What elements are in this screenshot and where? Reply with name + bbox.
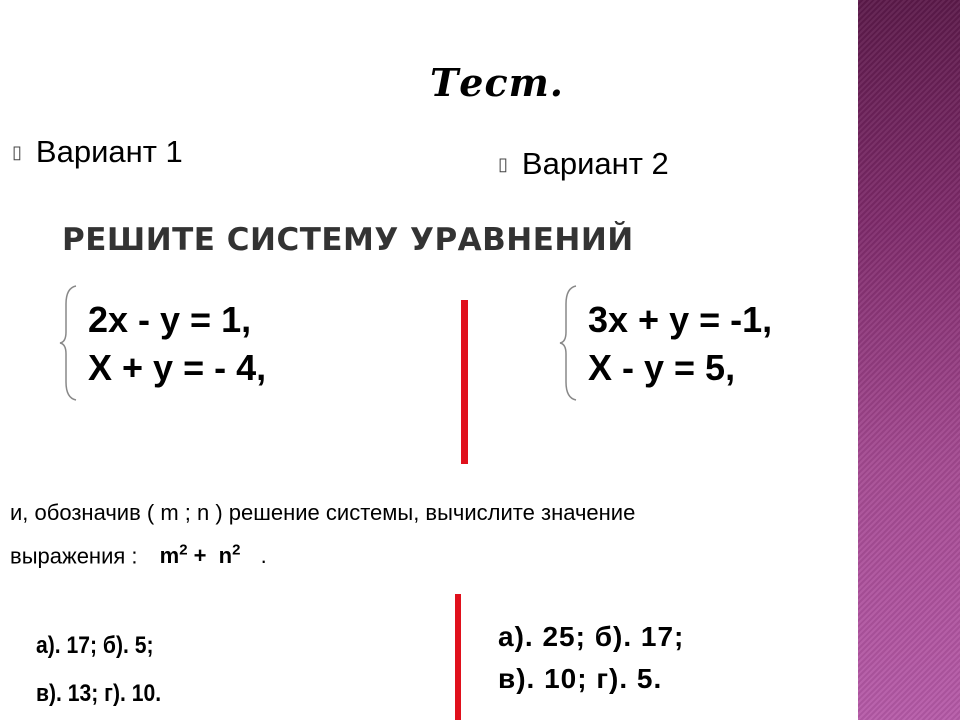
variant-2-text: Вариант 2 — [521, 146, 669, 181]
answers-1-line-2: в). 13; г). 10. — [36, 680, 162, 707]
decorative-side-stripe — [858, 0, 960, 720]
variant-1-label — [12, 134, 183, 170]
variant-divider-top — [461, 300, 468, 464]
answers-1-line-1: а). 17; б). 5; — [36, 632, 154, 659]
answers-2-line-2: в). 10; г). 5. — [498, 663, 663, 694]
system-2-equation-2: Х - у = 5, — [588, 347, 736, 388]
task-line-2 — [10, 532, 635, 575]
answers-variant-2 — [498, 616, 684, 700]
left-brace-icon — [58, 284, 80, 402]
expression-n: n — [218, 543, 233, 569]
answers-variant-1 — [36, 622, 161, 718]
system-1 — [88, 296, 266, 392]
expression-m: m — [159, 543, 180, 569]
system-2 — [588, 296, 772, 392]
expression-m-exponent: 2 — [179, 542, 188, 559]
bullet-icon: ▯ — [12, 141, 22, 162]
variant-divider-bottom — [455, 594, 461, 720]
system-1-equation-2: Х + у = - 4, — [88, 347, 267, 388]
variant-2-label — [498, 146, 669, 182]
variant-1-text: Вариант 1 — [35, 134, 183, 169]
system-2-equation-1: 3х + у = -1, — [588, 299, 773, 340]
expression — [160, 543, 241, 568]
task-line-1: и, обозначив ( m ; n ) решение системы, вычислите значение — [10, 500, 636, 525]
task-text — [10, 494, 635, 575]
system-1-equation-1: 2х - у = 1, — [88, 299, 252, 340]
bullet-icon: ▯ — [498, 153, 508, 174]
expression-plus: + — [193, 543, 207, 569]
task-line-2-prefix: выражения : — [10, 543, 138, 569]
task-line-2-suffix: . — [260, 543, 267, 569]
page-title: Тест. — [430, 60, 565, 105]
expression-n-exponent: 2 — [232, 542, 241, 559]
section-heading: РЕШИТЕ СИСТЕМУ УРАВНЕНИЙ — [62, 222, 634, 258]
left-brace-icon — [558, 284, 580, 402]
answers-2-line-1: а). 25; б). 17; — [498, 621, 685, 652]
